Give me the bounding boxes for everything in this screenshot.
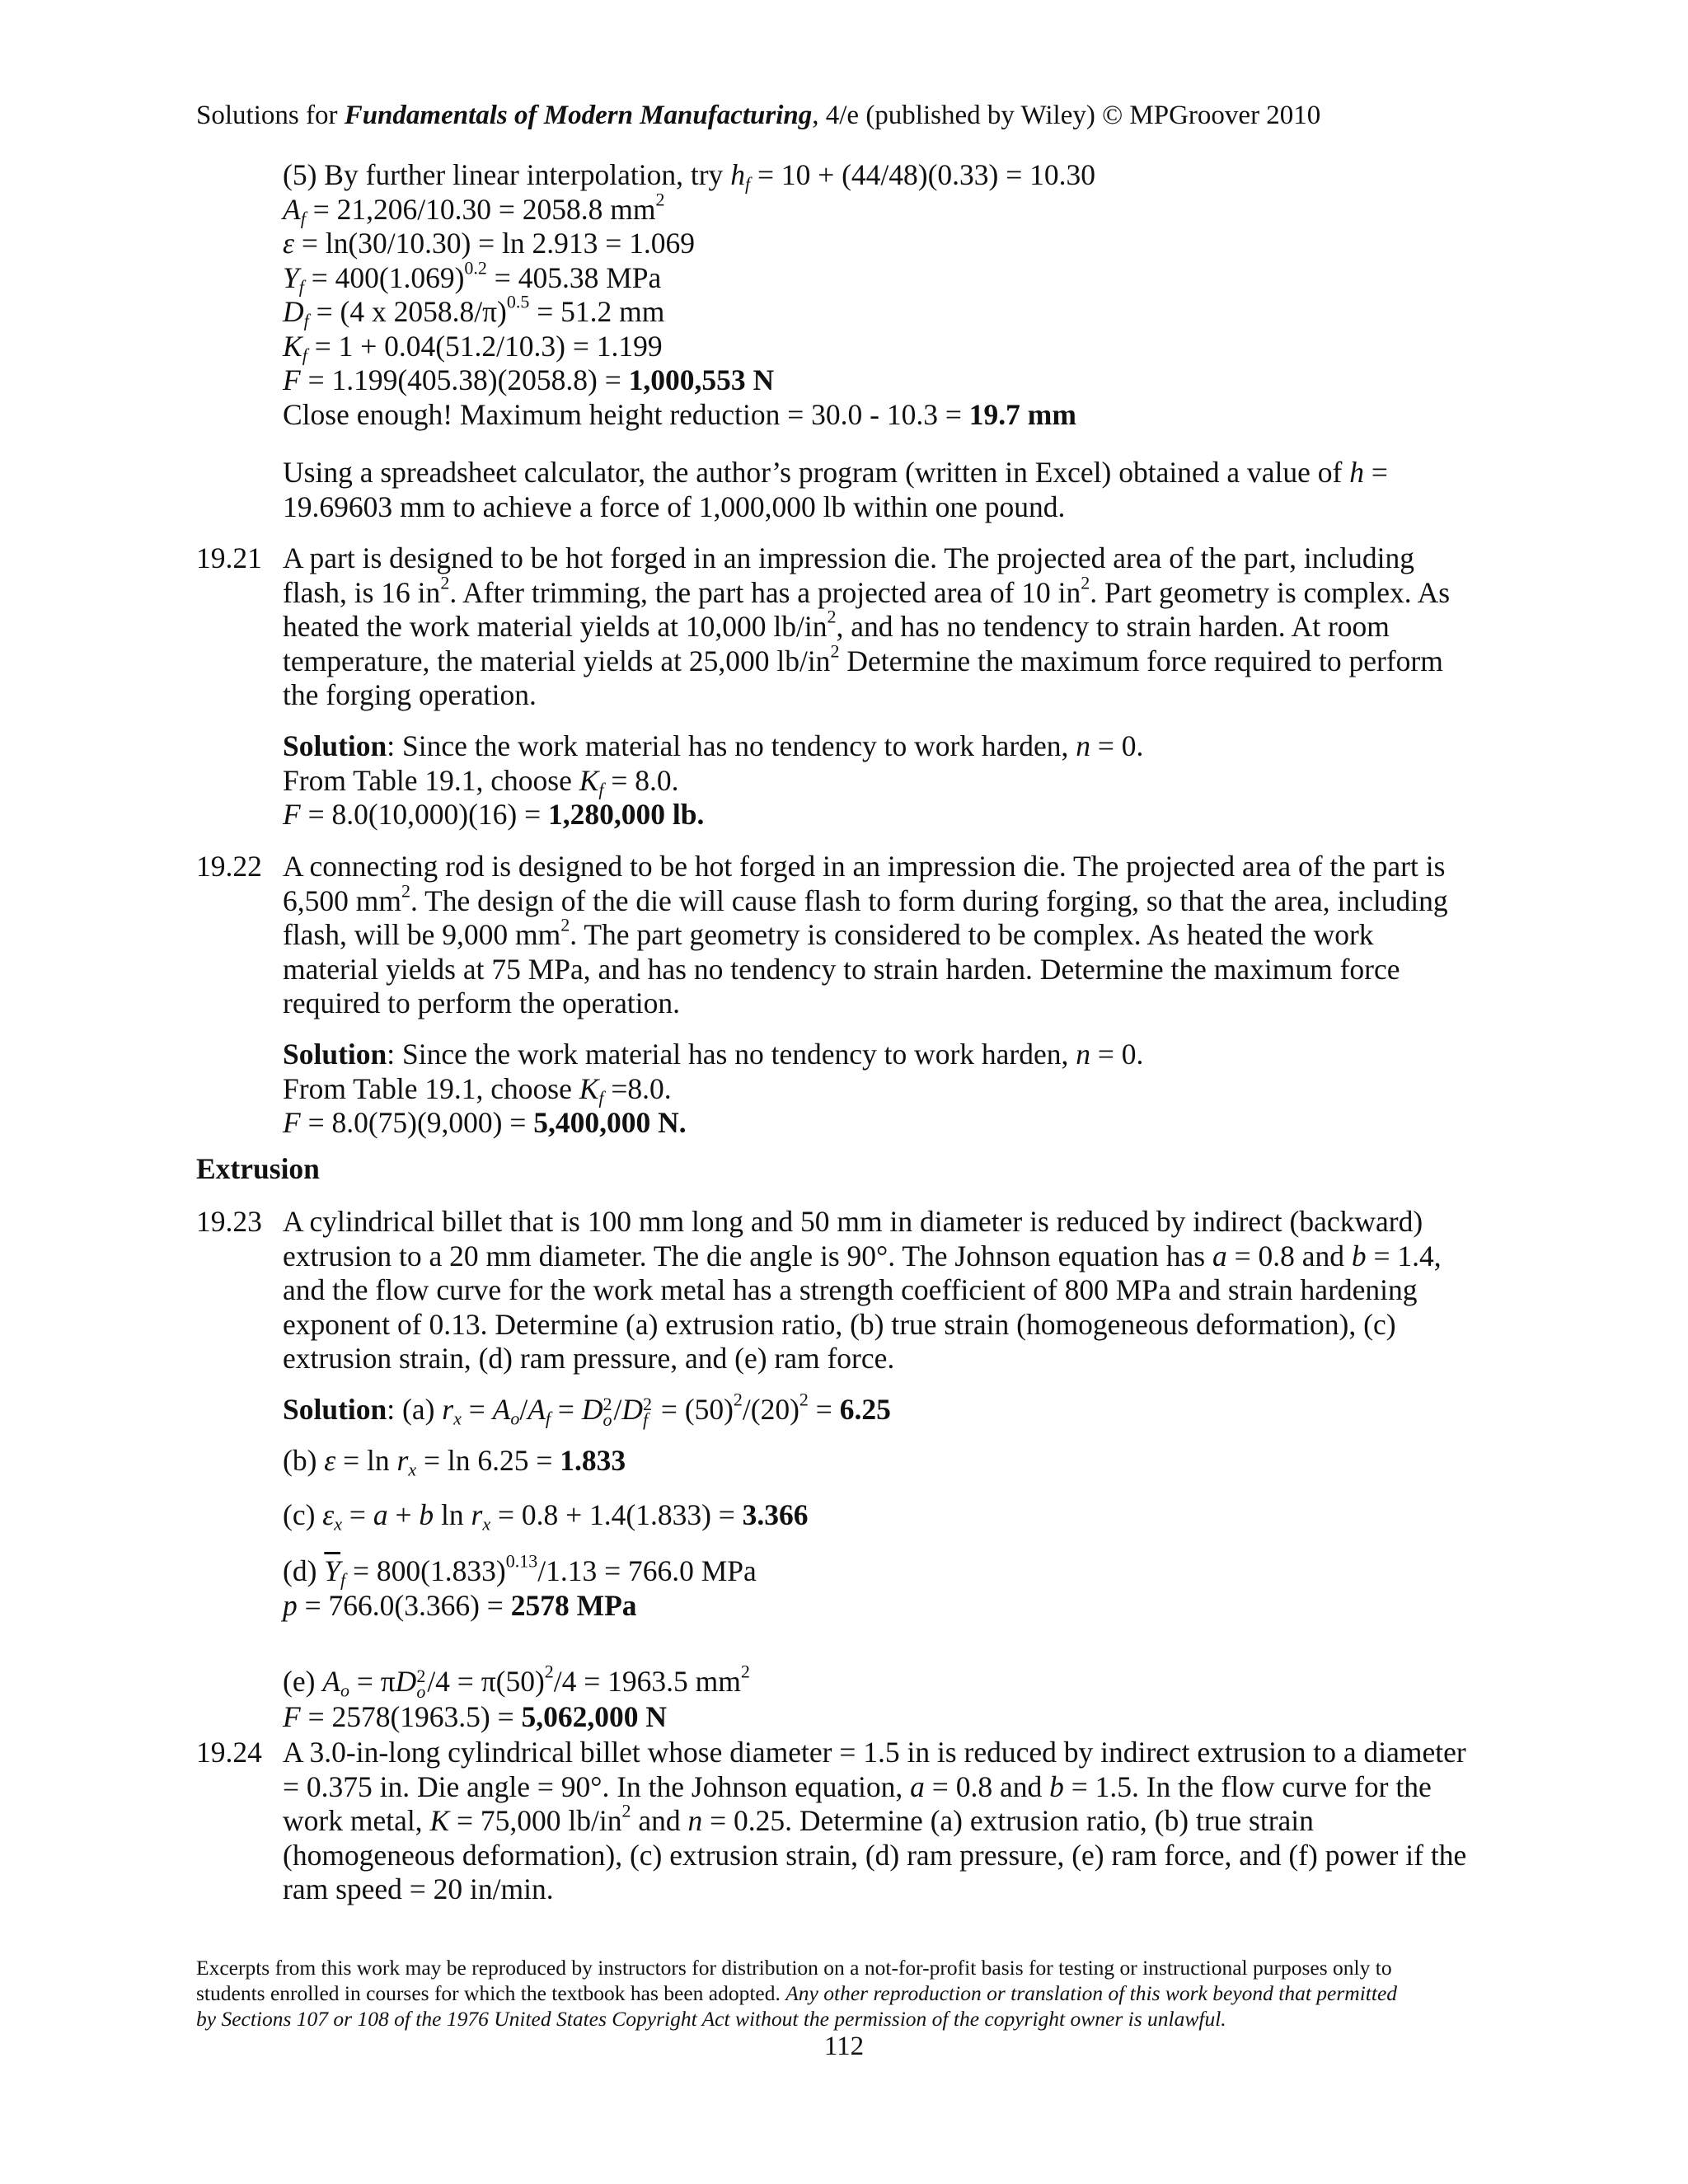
problem-19-22: A connecting rod is designed to be hot forged in an impression die. The projected area of the part is 6,500 $mm^2$. The design of the die will cause flash to form during forging, so that the area, including flash, will be 9,000 $mm^2$. The part geometry is considered to be complex. As heated the work material yields at 75 MPa, and has no tendency to strain harden. Determine the maximum force required to perform the operation. — [283, 850, 1448, 1019]
problem-number-19-23: 19.23 — [196, 1205, 262, 1238]
ram-pressure-answer: 2578 MPa — [510, 1588, 637, 1622]
running-header: Solutions for Fundamentals of Modern Manufacturing, 4/e (published by Wiley) © MPGroover 2010 — [196, 101, 1321, 130]
problem-19-24: A 3.0-in-long cylindrical billet whose diameter = 1.5 in is reduced by indirect extrusion to a diameter = 0.375 in. Die angle = 90°. In the Johnson equation, a = 0.8 and b = 1.5. In the flow curve for the work metal, K = 75,000 $lb/in^2$ and n = 0.25. Determine (a) extrusion ratio, (b) true strain (homogeneous deformation), (c) extrusion strain, (d) ram pressure, (e) ram force, and (f) power if the ram speed = 20 in/min. — [283, 1736, 1467, 1905]
solution-19-23-d: (d) $\overline{Y}_f = 800(1.833)^{0.13}/1.13 = 766.0$ MPa p = 766.0(3.366) = 2578 MPa — [283, 1550, 757, 1622]
solution-19-23-c: (c) $\varepsilon_x = a + b$ $\ln r_x = 0.8 + 1.4(1.833) = 3.366$ — [283, 1498, 809, 1535]
interp-line: (5) By further linear interpolation, try $h_f = 10 + (44/48)(0.33) = 10.30$ — [283, 158, 1096, 194]
problem-19-21: A part is designed to be hot forged in an impression die. The projected area of the part, including flash, is 16 $in^2$. After trimming, the part has a projected area of 10 $in^2$. Part geometry is complex. As heated the work material yields at 10,000 $lb/in^2$, and has no tendency to strain harden. At room temperature, the material yields at 25,000 $lb/in^2$ Determine the maximum force required to perform the forging operation. — [283, 541, 1451, 711]
section-heading: Extrusion — [196, 1152, 320, 1185]
height-reduction-line: Close enough! Maximum height reduction = 30.0 - 10.3 = 19.7 mm — [283, 397, 1076, 431]
solution-label: Solution — [283, 1393, 387, 1426]
solution-label: Solution — [283, 1038, 387, 1071]
true-strain-answer: 1.833 — [560, 1444, 626, 1477]
yield-line: $Y_f = 400(1.069)^{0.2} = 405.38$ MPa — [283, 257, 662, 298]
solution-19-21: Solution: Since the work material has no tendency to work harden, n = 0. From Table 19.1, choose $K_f = 8.0$. F = 8.0(10,000)(16) = 1,280,000 lb. — [283, 729, 1144, 831]
extrusion-ratio-answer: 6.25 — [839, 1393, 891, 1426]
solution-19-23-b: (b) $\varepsilon = \ln r_x = \ln 6.25 = 1.833$ — [283, 1444, 626, 1480]
copyright-footer: Excerpts from this work may be reproduced by instructors for distribution on a not-for-profit basis for testing or instructional purposes only to students enrolled in courses for which the textbook has been adopted. Any other reproduction or translation of this work beyond that permitted by Sections 107 or 108 of the 1976 United States Copyright Act without the permission of the copyright owner is unlawful. — [196, 1956, 1398, 2031]
book-title: Fundamentals of Modern Manufacturing — [344, 101, 813, 130]
problem-number-19-24: 19.24 — [196, 1736, 262, 1769]
solution-19-22: Solution: Since the work material has no tendency to work harden, n = 0. From Table 19.1, choose $K_f =8.0$. F = 8.0(75)(9,000) = 5,400,000 N. — [283, 1038, 1144, 1139]
shape-factor-line: $K_f = 1 + 0.04(51.2/10.3) = 1.199$ — [283, 329, 663, 366]
diameter-line: $D_f = (4$ x 2058.8/π)$^{0.5}$ = 51.2 mm — [283, 291, 665, 331]
problem-19-23: A cylindrical billet that is 100 mm long and 50 mm in diameter is reduced by indirect (backward) extrusion to a 20 mm diameter. The die angle is 90°. The Johnson equation has a = 0.8 and b = 1.4, and the flow curve for the work metal has a strength coefficient of 800 MPa and strain hardening exponent of 0.13. Determine (a) extrusion ratio, (b) true strain (homogeneous deformation), (c) extrusion strain, (d) ram pressure, and (e) ram force. — [283, 1205, 1442, 1375]
area-line: $A_f = 21,206/10.30 = 2058.8$ $mm^2$ — [283, 189, 665, 229]
problem-number-19-21: 19.21 — [196, 541, 262, 574]
solution-label: Solution — [283, 729, 387, 762]
extrusion-strain-answer: 3.366 — [742, 1498, 809, 1531]
continuation-solution — [283, 158, 1461, 432]
page-number: 112 — [823, 2032, 865, 2061]
strain-line: ε = ln(30/10.30) = ln 2.913 = 1.069 — [283, 227, 696, 260]
force-line: F = 1.199(405.38)(2058.8) = 1,000,553 N — [283, 363, 775, 396]
ram-force-answer: 5,062,000 N — [521, 1699, 668, 1733]
spreadsheet-note: Using a spreadsheet calculator, the author’s program (written in Excel) obtained a value of h = 19.69603 mm to achieve a force of 1,000,000 lb within one pound. — [283, 456, 1388, 523]
problem-number-19-22: 19.22 — [196, 850, 262, 883]
solution-19-23-e: (e) $A_o = \pi D$ 2 o $/4 = \pi(50)^2/4 = 1963.5$ $mm^2$ F = 2578(1963.5) = 5,062,000 N — [283, 1661, 750, 1733]
solution-19-23-a: Solution: (a) $r_x = A_o/A_f = D$ 2 o /D 2 f = $(50)^2/(20)^2 = 6.25$ — [283, 1389, 891, 1430]
